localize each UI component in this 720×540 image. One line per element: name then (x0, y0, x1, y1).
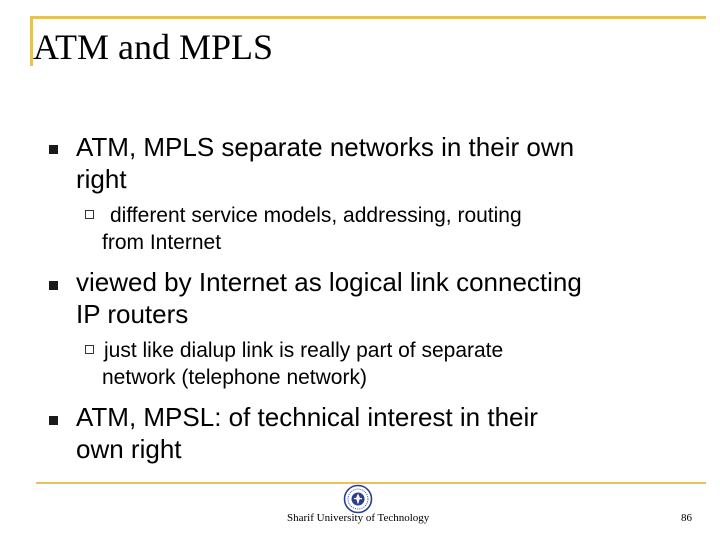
bullet-1-line-2: right (76, 164, 127, 194)
hollow-square-bullet-icon (85, 345, 94, 354)
bullet-2-line-1: viewed by Internet as logical link connecting (76, 267, 582, 297)
bullet-3-line-2: own right (76, 434, 182, 464)
square-bullet-icon (49, 281, 58, 290)
bullet-3-line-1: ATM, MPSL: of technical interest in their (76, 402, 538, 432)
page-number: 86 (681, 512, 692, 524)
sub-bullet-2-line-1: just like dialup link is really part of separate (104, 339, 504, 362)
university-seal-icon (343, 484, 373, 514)
square-bullet-icon (49, 416, 58, 425)
sub-bullet-2-line-2: network (telephone network) (102, 366, 367, 389)
bullet-1-line-1: ATM, MPLS separate networks in their own (76, 132, 575, 162)
sub-bullet-1-line-1: different service models, addressing, routing (110, 204, 522, 227)
footer-institution: Sharif University of Technology (287, 512, 430, 524)
sub-bullet-1-line-2: from Internet (102, 231, 222, 254)
hollow-square-bullet-icon (85, 210, 94, 219)
square-bullet-icon (49, 145, 58, 154)
bullet-2-line-2: IP routers (76, 299, 189, 329)
slide-title: ATM and MPLS (33, 27, 274, 67)
title-rule-top (30, 16, 706, 19)
